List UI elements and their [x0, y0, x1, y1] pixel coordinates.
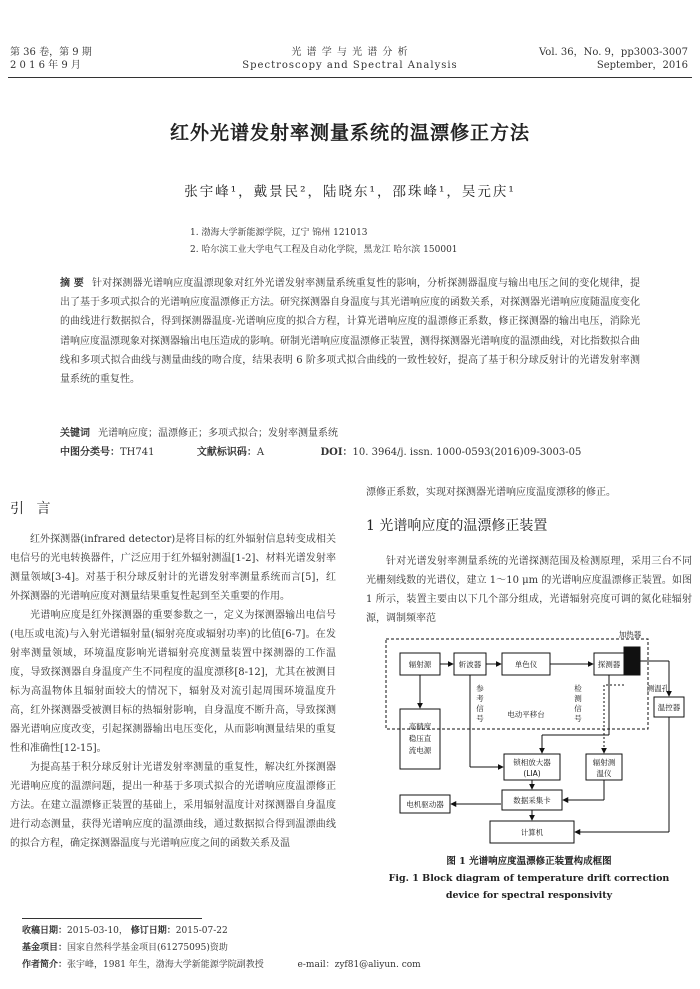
- section-1-heading: 1 光谱响应度的温漂修正装置: [366, 518, 548, 534]
- fund-text: 国家自然科学基金项目(61275095)资助: [67, 943, 228, 953]
- fund-label: 基金项目：: [22, 943, 68, 953]
- label-computer: 计算机: [520, 828, 544, 837]
- affiliation-1: 1. 渤海大学新能源学院，辽宁 锦州 121013: [190, 228, 368, 238]
- label-daq: 数据采集卡: [513, 796, 551, 805]
- label-lia-1: 锁相放大器: [513, 758, 551, 767]
- label-det-1: 检: [574, 684, 582, 693]
- label-ref-2: 考: [476, 694, 484, 703]
- doc-code-label: 文献标识码：: [196, 447, 257, 458]
- figure-caption-cn: 图 1 光谱响应度温漂修正装置构成框图: [446, 856, 612, 867]
- heater-block: [624, 647, 640, 675]
- label-power-2: 稳压直: [408, 734, 432, 743]
- author-list: 张宇峰¹，戴景民²，陆晓东¹，邵珠峰¹，吴元庆¹: [184, 184, 516, 200]
- keywords-block: [60, 424, 640, 462]
- figure-caption-en-1: Fig. 1 Block diagram of temperature drift correction: [388, 873, 670, 884]
- author-bio-label: 作者简介：: [22, 960, 68, 970]
- right-col-first-line: 漂修正系数，实现对探测器光谱响应度温度漂移的修正。: [366, 487, 616, 498]
- doc-code-value: A: [256, 447, 265, 458]
- label-temp-controller: 温控器: [657, 703, 681, 712]
- doi-label: DOI：: [320, 447, 353, 458]
- received-label: 收稿日期：: [22, 926, 68, 936]
- label-thermometer-1: 辐射测: [592, 758, 616, 767]
- footer-rule: [22, 918, 202, 919]
- label-power-1: 高精度: [408, 722, 432, 731]
- figure-caption: [366, 853, 692, 904]
- doi-value: 10. 3964/j. issn. 1000-0593(2016)09-3003-05: [352, 447, 582, 458]
- intro-paragraph-3: 为提高基于积分球反射计光谱发射率测量的重复性，解决红外探测器光谱响应度的温漂问题，提出一种基于多项式拟合的光谱响应度温漂修正方法。在建立温漂修正装置的基础上，采用辐射温度计对探测器自身温度进行动态测量，获得光谱响应度的温漂曲线，通过数据拟合得到温漂曲线的拟合方程，确定探测器温度与光谱响应度之间的函数关系及温: [10, 762, 336, 849]
- journal-volume: [488, 46, 688, 72]
- author-bio: 张宇峰，1981 年生，渤海大学新能源学院副教授: [67, 960, 264, 970]
- intro-body: [10, 530, 336, 853]
- label-source: 辐射源: [408, 660, 432, 669]
- section-1-body: [366, 552, 692, 628]
- issue-line-1: 第 36 卷，第 9 期: [10, 47, 92, 58]
- label-det-4: 号: [574, 714, 582, 723]
- affiliations: [190, 225, 458, 259]
- author-email: e-mail：zyf81@aliyun. com: [297, 960, 421, 970]
- volume-line-2: September，2016: [596, 60, 688, 71]
- label-ref-1: 参: [476, 684, 484, 693]
- label-detector: 探测器: [597, 660, 621, 669]
- clc-label: 中图分类号：: [60, 447, 120, 458]
- label-hole: 测温孔: [646, 684, 670, 693]
- abstract-text: 针对探测器光谱响应度温漂现象对红外光谱发射率测量系统重复性的影响，分析探测器温度与输出电压之间的变化规律，提出了基于多项式拟合的光谱响应度温漂修正方法。研究探测器自身温度与其光谱响应度的函数关系，对探测器光谱响应度随温度变化的曲线进行数据拟合，得到探测器温度-光谱响应度的拟合方程，计算光谱响应度的温漂修正系数，修正探测器的输出电压，消除光谱响应度温漂现象对探测器输出电压造成的影响。研制光谱响应度温漂修正装置，测得探测器光谱响度的温漂曲线，对比指数拟合曲线和多项式拟合曲线与测量曲线的吻合度，结果表明 6 阶多项式拟合曲线的一致性较好，提高了基于积分球反射计的光谱发射率测量系统的重复性。: [60, 278, 641, 386]
- label-ref-4: 号: [476, 714, 484, 723]
- paper-title: 红外光谱发射率测量系统的温漂修正方法: [169, 122, 530, 144]
- intro-paragraph-2: 光谱响应度是红外探测器的重要参数之一，定义为探测器输出电信号(电压或电流)与入射光谱辐射量(辐射亮度或辐射功率)的比值[6-7]。在发射率测量领域，环境温度影响光谱辐射亮度测量装置中探测器的工作温度，导致探测器自身温度产生不同程度的温度漂移[8-12]，尤其在被测目标为高温物体且辐射面较大的情况下，辐射及对流引起周围环境温度升高，红外探测器受被测目标的热辐射影响，自身温度不断升高，导致探测器光谱响应度改变，引起探测器输出电压变化，从而影响测量结果的重复性和准确性[12-15]。: [10, 610, 336, 754]
- clc-value: TH741: [120, 447, 155, 458]
- label-thermometer-2: 温仪: [596, 769, 612, 778]
- label-det-3: 信: [574, 704, 582, 713]
- label-power-3: 流电源: [408, 746, 432, 755]
- section-1-paragraph: 针对光谱发射率测量系统的光谱探测范围及检测原理，采用三台不同光栅刻线数的光谱仪，建立 1～10 μm 的光谱响应度温漂修正装置。如图 1 所示，装置主要由以下几个部分组成，光谱辐射亮度可调的氮化硅辐射源，调制频率范: [366, 556, 692, 624]
- label-lia-2: (LIA): [523, 769, 541, 778]
- figure-caption-en-2: device for spectral responsivity: [445, 890, 613, 901]
- journal-name-en: Spectroscopy and Spectral Analysis: [242, 60, 458, 71]
- label-heater: 加热器: [618, 630, 642, 639]
- keywords-text: 光谱响应度；温漂修正；多项式拟合；发射率测量系统: [98, 428, 338, 439]
- journal-name-cn: 光 谱 学 与 光 谱 分 析: [291, 47, 409, 58]
- revised-label: 修订日期：: [130, 926, 176, 936]
- journal-name: [190, 46, 510, 72]
- issue-line-2: 2 0 1 6 年 9 月: [10, 60, 81, 71]
- volume-line-1: Vol. 36，No. 9，pp3003-3007: [539, 47, 688, 58]
- label-platform: 电动平移台: [507, 710, 545, 719]
- label-ref-3: 信: [476, 704, 484, 713]
- footnote: 收稿日期：2015-03-10， 修订日期：2015-07-22 基金项目：国家自然科学基金项目(61275095)资助 作者简介：张宇峰，1981 年生，渤海大学新能源学院副教授 e-mail：zyf81@aliyun. com: [22, 926, 421, 970]
- header-rule: [8, 77, 692, 78]
- intro-paragraph-1: 红外探测器(infrared detector)是将目标的红外辐射信息转变成相关电信号的光电转换器件，广泛应用于红外辐射测温[1-2]、材料光谱发射率测量领域[3-4]。对基于积分球反射计的光谱发射率测量系统而言[5]，红外探测器的光谱响应度对测量结果重复性起到至关重要的作用。: [10, 534, 336, 602]
- label-monochromator: 单色仪: [514, 660, 538, 669]
- label-chopper: 斩波器: [458, 660, 482, 669]
- revised-date: 2015-07-22: [175, 926, 228, 936]
- journal-issue: [10, 46, 160, 72]
- affiliation-2: 2. 哈尔滨工业大学电气工程及自动化学院，黑龙江 哈尔滨 150001: [190, 245, 458, 255]
- intro-heading: 引 言: [10, 501, 55, 517]
- abstract-label: 摘 要: [60, 278, 84, 289]
- block-diagram-figure: [366, 625, 696, 847]
- keywords-label: 关键词: [60, 428, 90, 439]
- received-date: 2015-03-10: [67, 926, 119, 936]
- label-motor: 电机驱动器: [406, 800, 444, 809]
- abstract: [60, 274, 640, 389]
- label-det-2: 测: [574, 694, 582, 703]
